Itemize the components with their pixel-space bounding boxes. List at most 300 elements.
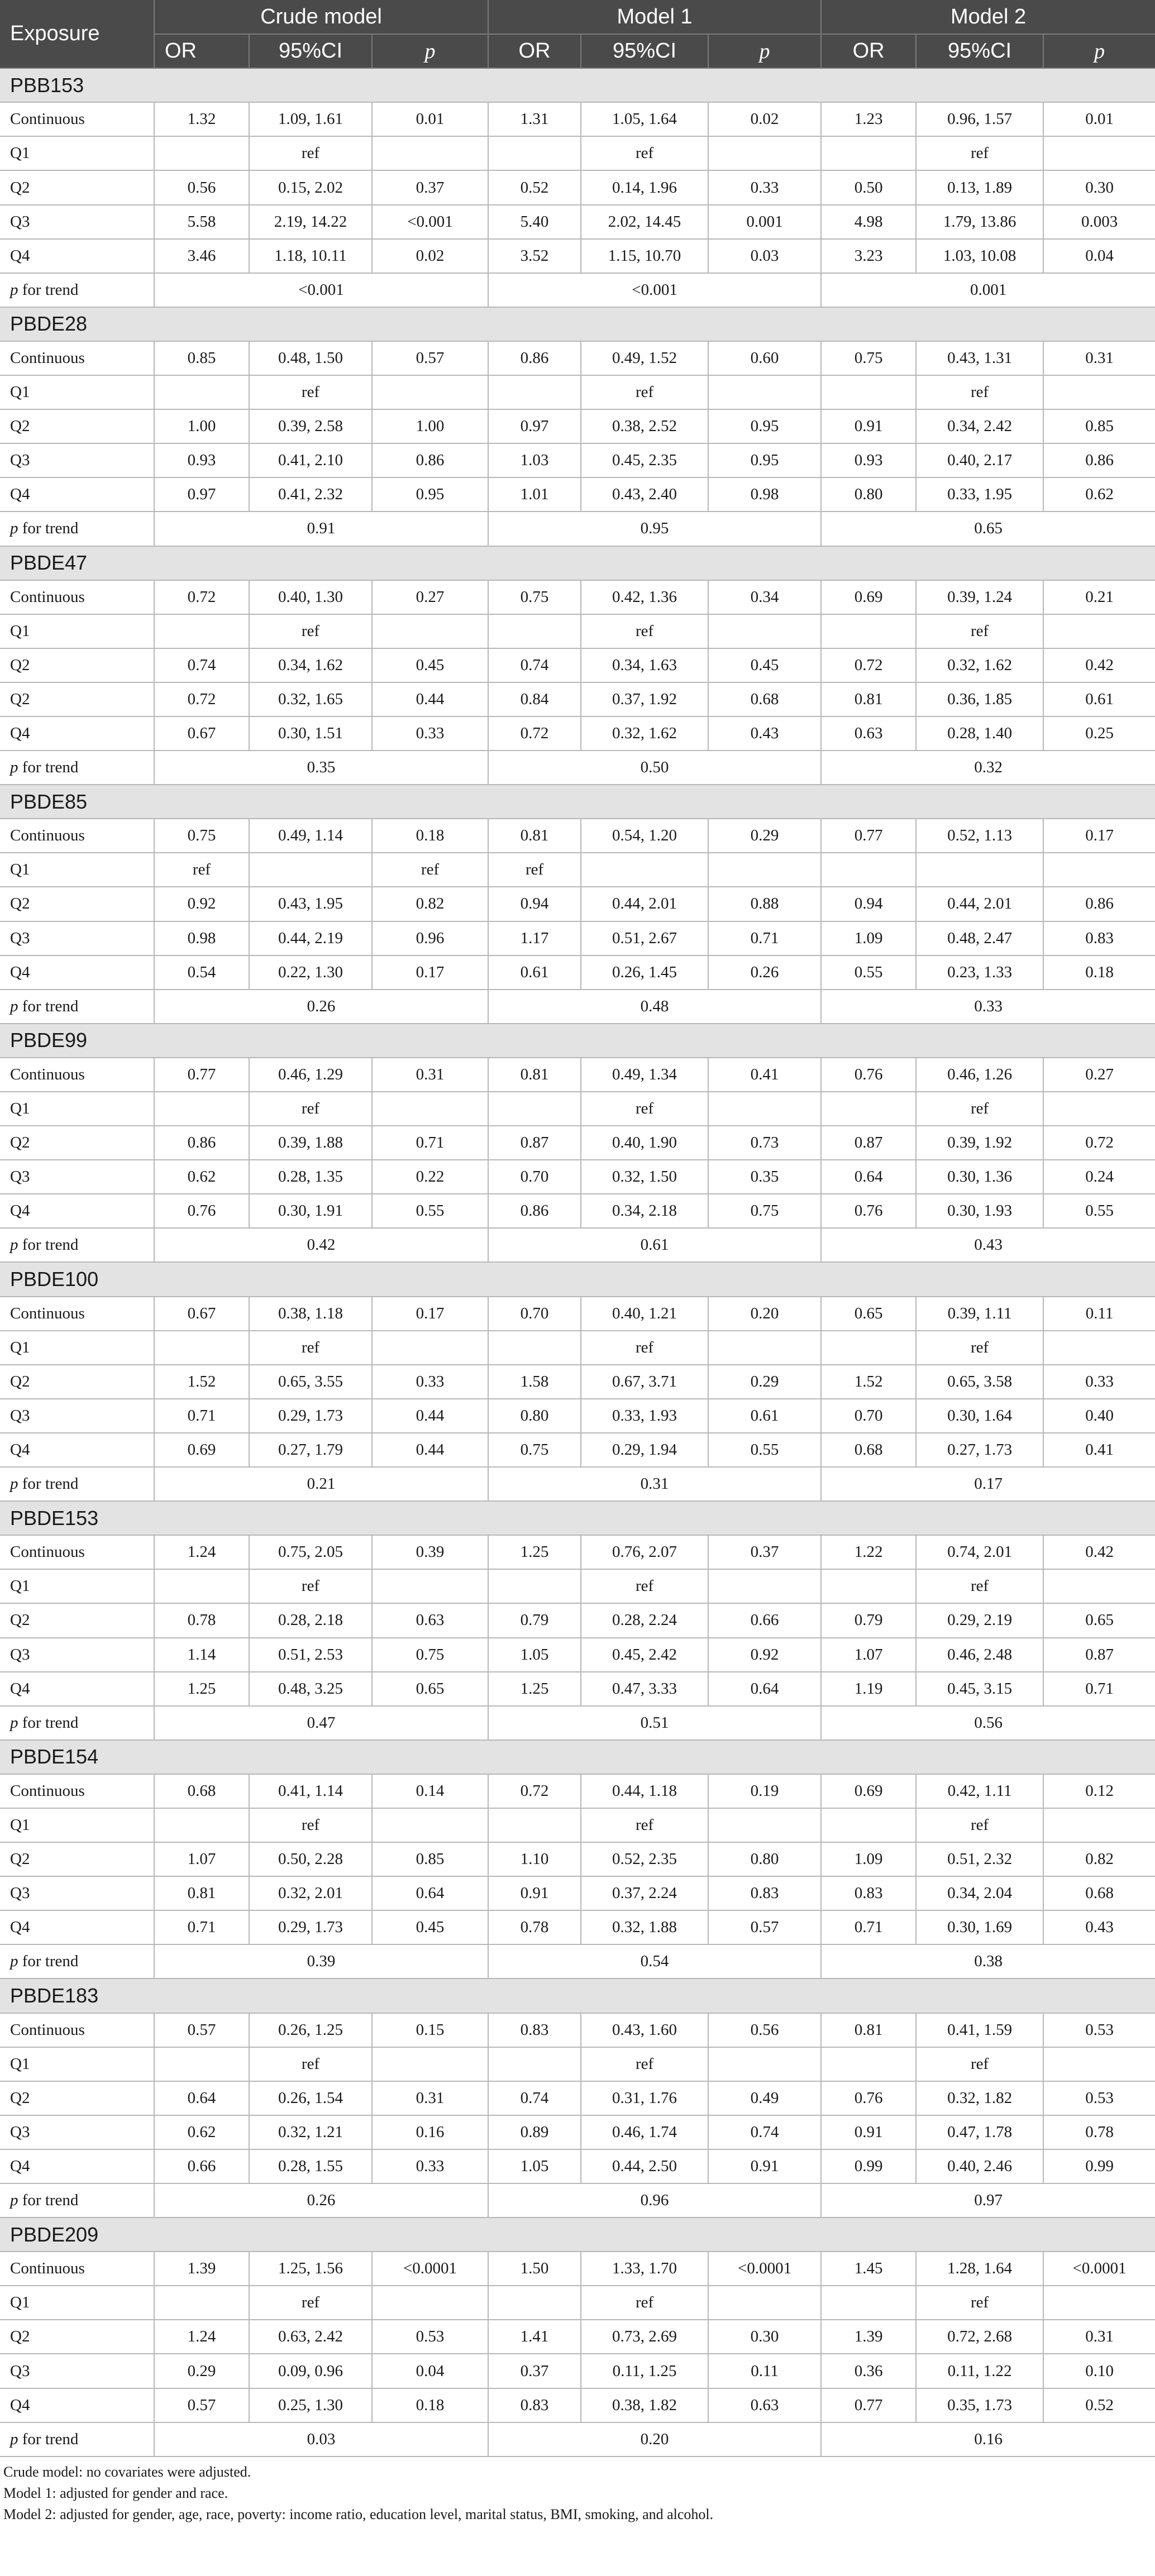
cell-value: 0.02	[372, 239, 488, 273]
cell-ref: ref	[249, 614, 372, 648]
cell-value: 0.54, 1.20	[581, 819, 708, 853]
group-header-row	[0, 785, 1155, 819]
cell-value: 0.43, 1.31	[916, 341, 1043, 375]
cell-value: 0.87	[488, 1126, 581, 1160]
table-row	[0, 853, 1155, 887]
cell-value: 0.28, 2.24	[581, 1603, 708, 1637]
cell-value: 0.31	[1043, 341, 1155, 375]
cell-value: 0.67	[154, 1297, 249, 1331]
cell-value: 0.43	[1043, 1910, 1155, 1944]
table-row	[0, 2422, 1155, 2456]
row-label	[0, 990, 154, 1024]
cell-value: 1.00	[372, 409, 488, 443]
cell-value: 0.65, 3.55	[249, 1365, 372, 1399]
group-name: PBDE154	[0, 1740, 1155, 1774]
table-row	[0, 921, 1155, 955]
cell-value: 0.32, 1.82	[916, 2081, 1043, 2115]
cell-p-trend: 0.03	[154, 2422, 488, 2456]
cell-ref: ref	[249, 1808, 372, 1842]
table-row	[0, 1603, 1155, 1637]
cell-value: 0.81	[488, 819, 581, 853]
cell-value: 0.28, 1.35	[249, 1160, 372, 1194]
cell-value: 1.05	[488, 1638, 581, 1672]
cell-value: 0.65	[821, 1297, 916, 1331]
cell-value: 0.67	[154, 716, 249, 751]
cell-value: 0.56	[708, 2013, 821, 2047]
cell-value: 0.10	[1043, 2354, 1155, 2388]
cell-p-trend: 0.48	[488, 990, 821, 1024]
table-row	[0, 1672, 1155, 1706]
row-label-italic: p	[10, 1952, 18, 1971]
cell-value: 0.74	[154, 648, 249, 682]
cell-p-trend: 0.65	[821, 512, 1155, 546]
row-label-text: for trend	[18, 1713, 79, 1732]
cell-value: 0.25, 1.30	[249, 2388, 372, 2422]
cell-value: 0.44, 2.01	[581, 887, 708, 921]
cell-value: 1.24	[154, 1535, 249, 1569]
cell-value: 0.39, 1.24	[916, 580, 1043, 614]
cell-empty	[1043, 1808, 1155, 1842]
cell-value: 0.35	[708, 1160, 821, 1194]
cell-value: 1.09, 1.61	[249, 102, 372, 136]
table-row	[0, 1399, 1155, 1433]
cell-empty	[821, 2047, 916, 2081]
cell-value: 0.70	[488, 1297, 581, 1331]
cell-empty	[372, 614, 488, 648]
cell-p-trend: 0.61	[488, 1228, 821, 1262]
cell-value: 5.58	[154, 205, 249, 239]
row-label: Q4	[0, 2388, 154, 2422]
cell-value: 0.26	[708, 955, 821, 990]
group-name: PBDE28	[0, 307, 1155, 341]
cell-value: 0.83	[488, 2388, 581, 2422]
cell-value: 0.74, 2.01	[916, 1535, 1043, 1569]
cell-value: 0.46, 1.29	[249, 1058, 372, 1092]
cell-empty	[708, 1808, 821, 1842]
row-label	[0, 2183, 154, 2217]
cell-value: 1.39	[821, 2320, 916, 2354]
cell-empty	[1043, 614, 1155, 648]
table-row	[0, 2115, 1155, 2149]
cell-empty	[1043, 1092, 1155, 1126]
cell-value: 0.33	[372, 1365, 488, 1399]
cell-p-trend: 0.16	[821, 2422, 1155, 2456]
cell-value: 0.81	[488, 1058, 581, 1092]
cell-empty	[708, 1331, 821, 1365]
cell-value: 0.65	[372, 1672, 488, 1706]
cell-value: 0.85	[154, 341, 249, 375]
header-model-2: Model 2	[821, 0, 1155, 34]
cell-value: 0.26, 1.25	[249, 2013, 372, 2047]
cell-empty	[488, 2047, 581, 2081]
cell-value: 0.40	[1043, 1399, 1155, 1433]
cell-value: 0.39, 1.11	[916, 1297, 1043, 1331]
table-row	[0, 1842, 1155, 1876]
table-row	[0, 1808, 1155, 1842]
row-label: Q2	[0, 409, 154, 443]
row-label: Q1	[0, 614, 154, 648]
cell-value: 0.92	[154, 887, 249, 921]
cell-value: 0.75	[821, 341, 916, 375]
cell-value	[821, 853, 916, 887]
cell-empty	[821, 1808, 916, 1842]
cell-value: 0.80	[821, 477, 916, 512]
cell-empty	[1043, 1569, 1155, 1603]
cell-value: 0.43, 1.60	[581, 2013, 708, 2047]
cell-value: 0.41, 1.14	[249, 1774, 372, 1808]
group-header-row	[0, 1501, 1155, 1535]
cell-value: 0.72	[154, 580, 249, 614]
cell-value: 0.72, 2.68	[916, 2320, 1043, 2354]
table-row	[0, 1944, 1155, 1978]
cell-value: 1.52	[821, 1365, 916, 1399]
cell-value: 0.73	[708, 1126, 821, 1160]
cell-value: 1.03	[488, 443, 581, 477]
cell-value: 0.26, 1.45	[581, 955, 708, 990]
cell-value: 0.09, 0.96	[249, 2354, 372, 2388]
group-header-row	[0, 1978, 1155, 2013]
cell-value: 0.38, 2.52	[581, 409, 708, 443]
cell-value: 0.40, 1.30	[249, 580, 372, 614]
cell-ref: ref	[916, 1092, 1043, 1126]
cell-value: 0.12	[1043, 1774, 1155, 1808]
cell-p-trend: 0.95	[488, 512, 821, 546]
cell-value: 0.63	[372, 1603, 488, 1637]
cell-value: 0.51, 2.32	[916, 1842, 1043, 1876]
table-row	[0, 614, 1155, 648]
row-label: Q4	[0, 955, 154, 990]
cell-value: 0.51, 2.53	[249, 1638, 372, 1672]
cell-value: 0.71	[1043, 1672, 1155, 1706]
row-label: Continuous	[0, 2013, 154, 2047]
cell-p-trend: 0.51	[488, 1706, 821, 1740]
cell-value: 0.75	[708, 1194, 821, 1228]
group-header-row	[0, 307, 1155, 341]
cell-empty	[488, 375, 581, 409]
row-label	[0, 2422, 154, 2456]
cell-value: 0.45	[372, 1910, 488, 1944]
cell-value: 0.76, 2.07	[581, 1535, 708, 1569]
row-label: Q3	[0, 1638, 154, 1672]
table-row	[0, 648, 1155, 682]
cell-value	[581, 853, 708, 887]
cell-value: 0.73, 2.69	[581, 2320, 708, 2354]
cell-value: 1.25, 1.56	[249, 2252, 372, 2286]
cell-value: 0.29, 1.73	[249, 1910, 372, 1944]
row-label: Q4	[0, 239, 154, 273]
cell-value: 0.65	[1043, 1603, 1155, 1637]
cell-value: 0.50	[821, 170, 916, 204]
row-label: Q4	[0, 716, 154, 751]
cell-value: ref	[154, 853, 249, 887]
group-header-row	[0, 1024, 1155, 1058]
cell-ref: ref	[916, 2286, 1043, 2320]
cell-p-trend: 0.54	[488, 1944, 821, 1978]
cell-value: 0.93	[154, 443, 249, 477]
table-row	[0, 1194, 1155, 1228]
cell-value: 0.44	[372, 682, 488, 716]
cell-p-trend: 0.26	[154, 990, 488, 1024]
cell-value: 0.76	[821, 2081, 916, 2115]
cell-value: 0.61	[708, 1399, 821, 1433]
cell-value: 0.17	[372, 955, 488, 990]
group-header-row	[0, 546, 1155, 580]
table-row	[0, 512, 1155, 546]
table-row	[0, 1876, 1155, 1910]
cell-value: 0.50, 2.28	[249, 1842, 372, 1876]
cell-empty	[708, 614, 821, 648]
table-row	[0, 819, 1155, 853]
footnote-crude: Crude model: no covariates were adjusted.	[3, 2463, 251, 2480]
cell-ref: ref	[249, 2047, 372, 2081]
group-header-row	[0, 1740, 1155, 1774]
cell-ref: ref	[581, 614, 708, 648]
cell-value: 0.86	[1043, 887, 1155, 921]
cell-value: 0.66	[708, 1603, 821, 1637]
cell-value: 0.52, 1.13	[916, 819, 1043, 853]
cell-value: 0.17	[1043, 819, 1155, 853]
cell-value: 0.38, 1.82	[581, 2388, 708, 2422]
cell-value: 0.04	[372, 2354, 488, 2388]
row-label: Q2	[0, 682, 154, 716]
table-row	[0, 1774, 1155, 1808]
cell-value: 0.76	[821, 1194, 916, 1228]
cell-value: 0.57	[154, 2388, 249, 2422]
cell-value: 0.69	[154, 1433, 249, 1467]
cell-value: 0.04	[1043, 239, 1155, 273]
cell-ref: ref	[916, 614, 1043, 648]
cell-value: 0.70	[488, 1160, 581, 1194]
cell-ref: ref	[249, 1092, 372, 1126]
cell-value: 0.68	[154, 1774, 249, 1808]
cell-value: 4.98	[821, 205, 916, 239]
cell-value: 0.55	[1043, 1194, 1155, 1228]
cell-p-trend: 0.38	[821, 1944, 1155, 1978]
cell-value: 0.47, 1.78	[916, 2115, 1043, 2149]
cell-value: 0.62	[1043, 477, 1155, 512]
row-label: Continuous	[0, 1297, 154, 1331]
cell-value: 0.54	[154, 955, 249, 990]
cell-value: 0.47, 3.33	[581, 1672, 708, 1706]
cell-value: 0.68	[1043, 1876, 1155, 1910]
table-row	[0, 955, 1155, 990]
cell-p-trend: 0.32	[821, 751, 1155, 785]
cell-value: 0.91	[488, 1876, 581, 1910]
cell-empty	[372, 1092, 488, 1126]
cell-value	[708, 853, 821, 887]
cell-empty	[154, 2047, 249, 2081]
cell-value: 0.44, 2.19	[249, 921, 372, 955]
cell-value: 0.55	[372, 1194, 488, 1228]
footnote-model-2: Model 2: adjusted for gender, age, race, poverty: income ratio, education level, marital status, BMI, smoking, and alcohol.	[3, 2506, 714, 2522]
cell-value: 0.52	[488, 170, 581, 204]
cell-value: 0.61	[488, 955, 581, 990]
cell-value: 0.45, 2.42	[581, 1638, 708, 1672]
table-row	[0, 1910, 1155, 1944]
cell-empty	[821, 1331, 916, 1365]
cell-value: 0.001	[708, 205, 821, 239]
cell-ref: ref	[581, 2286, 708, 2320]
cell-value: 0.33	[708, 170, 821, 204]
row-label: Q4	[0, 1672, 154, 1706]
cell-value: 0.83	[821, 1876, 916, 1910]
table-row	[0, 2081, 1155, 2115]
cell-p-trend: 0.42	[154, 1228, 488, 1262]
cell-value: 0.81	[154, 1876, 249, 1910]
cell-value: 0.97	[488, 409, 581, 443]
cell-empty	[708, 2047, 821, 2081]
cell-value: 0.30, 1.93	[916, 1194, 1043, 1228]
cell-value: 0.85	[372, 1842, 488, 1876]
header-ci: 95%CI	[249, 34, 372, 68]
cell-empty	[821, 1092, 916, 1126]
cell-value: 0.23, 1.33	[916, 955, 1043, 990]
cell-ref: ref	[249, 136, 372, 170]
cell-value: 0.97	[154, 477, 249, 512]
row-label: Q3	[0, 921, 154, 955]
cell-value: 1.14	[154, 1638, 249, 1672]
cell-value: 0.75, 2.05	[249, 1535, 372, 1569]
cell-value: 0.72	[488, 716, 581, 751]
cell-value: 0.70	[821, 1399, 916, 1433]
header-p: p	[1043, 34, 1155, 68]
row-label: Q2	[0, 1365, 154, 1399]
cell-empty	[1043, 2286, 1155, 2320]
cell-value: 0.11, 1.22	[916, 2354, 1043, 2388]
cell-value: 0.95	[708, 443, 821, 477]
cell-empty	[154, 1569, 249, 1603]
cell-value: 0.26, 1.54	[249, 2081, 372, 2115]
cell-value: 0.86	[488, 1194, 581, 1228]
cell-p-trend: <0.001	[154, 273, 488, 307]
cell-value: 0.94	[821, 887, 916, 921]
cell-value: 0.68	[708, 682, 821, 716]
table-row	[0, 1126, 1155, 1160]
cell-value: 0.40, 1.90	[581, 1126, 708, 1160]
cell-value: 0.86	[1043, 443, 1155, 477]
row-label: Q2	[0, 648, 154, 682]
table-row	[0, 1092, 1155, 1126]
cell-value: 0.32, 1.65	[249, 682, 372, 716]
cell-value: 0.43, 2.40	[581, 477, 708, 512]
cell-value: 1.01	[488, 477, 581, 512]
cell-empty	[372, 1808, 488, 1842]
row-label-italic: p	[10, 997, 18, 1015]
table-row	[0, 682, 1155, 716]
table-row	[0, 2149, 1155, 2183]
cell-value: 0.20	[708, 1297, 821, 1331]
cell-empty	[1043, 375, 1155, 409]
cell-p-trend: 0.50	[488, 751, 821, 785]
table-row	[0, 2183, 1155, 2217]
cell-value: 0.91	[708, 2149, 821, 2183]
table-row	[0, 1638, 1155, 1672]
cell-value: 0.29, 1.73	[249, 1399, 372, 1433]
cell-value: 0.27	[372, 580, 488, 614]
cell-value: <0.0001	[708, 2252, 821, 2286]
cell-empty	[488, 1569, 581, 1603]
cell-value: 0.27, 1.79	[249, 1433, 372, 1467]
table-row	[0, 273, 1155, 307]
cell-ref: ref	[581, 136, 708, 170]
cell-ref: ref	[249, 375, 372, 409]
cell-value: 0.88	[708, 887, 821, 921]
row-label: Q2	[0, 2320, 154, 2354]
cell-value: 0.41, 2.32	[249, 477, 372, 512]
table-row	[0, 716, 1155, 751]
table-row	[0, 102, 1155, 136]
cell-value: 0.86	[488, 341, 581, 375]
row-label: Continuous	[0, 1058, 154, 1092]
cell-value: 0.64	[821, 1160, 916, 1194]
row-label: Q3	[0, 1160, 154, 1194]
cell-value: 0.98	[154, 921, 249, 955]
cell-value	[1043, 853, 1155, 887]
header-ci: 95%CI	[581, 34, 708, 68]
cell-value: 1.05	[488, 2149, 581, 2183]
group-header-row	[0, 68, 1155, 102]
row-label: Q3	[0, 1399, 154, 1433]
cell-p-trend: 0.56	[821, 1706, 1155, 1740]
cell-value: 0.79	[821, 1603, 916, 1637]
cell-value: 0.28, 1.40	[916, 716, 1043, 751]
cell-empty	[154, 1808, 249, 1842]
table-row	[0, 375, 1155, 409]
cell-value: 0.87	[821, 1126, 916, 1160]
cell-value: 1.15, 10.70	[581, 239, 708, 273]
cell-value: 0.52	[1043, 2388, 1155, 2422]
header-p: p	[708, 34, 821, 68]
cell-value: 0.46, 1.74	[581, 2115, 708, 2149]
cell-value: 5.40	[488, 205, 581, 239]
cell-value: 1.09	[821, 921, 916, 955]
cell-p-trend: 0.21	[154, 1467, 488, 1501]
cell-value: 1.22	[821, 1535, 916, 1569]
cell-empty	[708, 136, 821, 170]
cell-empty	[154, 1092, 249, 1126]
row-label: Q3	[0, 205, 154, 239]
group-name: PBDE209	[0, 2217, 1155, 2252]
cell-empty	[488, 2286, 581, 2320]
cell-ref: ref	[249, 1331, 372, 1365]
cell-value: 0.27, 1.73	[916, 1433, 1043, 1467]
row-label: Continuous	[0, 1535, 154, 1569]
cell-value: 0.14, 1.96	[581, 170, 708, 204]
table-row	[0, 1228, 1155, 1262]
cell-empty	[154, 614, 249, 648]
cell-value: 0.86	[372, 443, 488, 477]
cell-empty	[372, 375, 488, 409]
cell-value: 0.37	[372, 170, 488, 204]
group-header-row	[0, 1262, 1155, 1296]
cell-empty	[372, 2047, 488, 2081]
cell-value: 1.10	[488, 1842, 581, 1876]
cell-value: 1.07	[154, 1842, 249, 1876]
cell-value: 0.51, 2.67	[581, 921, 708, 955]
cell-value: 0.30	[1043, 170, 1155, 204]
cell-value: 1.58	[488, 1365, 581, 1399]
table-row	[0, 1467, 1155, 1501]
row-label-text: for trend	[18, 1952, 79, 1971]
cell-empty	[821, 2286, 916, 2320]
cell-value: 0.91	[821, 409, 916, 443]
cell-value: 1.17	[488, 921, 581, 955]
cell-value: 0.46, 2.48	[916, 1638, 1043, 1672]
cell-value: 0.14	[372, 1774, 488, 1808]
cell-value: 0.11	[1043, 1297, 1155, 1331]
cell-value: 0.18	[372, 2388, 488, 2422]
row-label: Q2	[0, 170, 154, 204]
